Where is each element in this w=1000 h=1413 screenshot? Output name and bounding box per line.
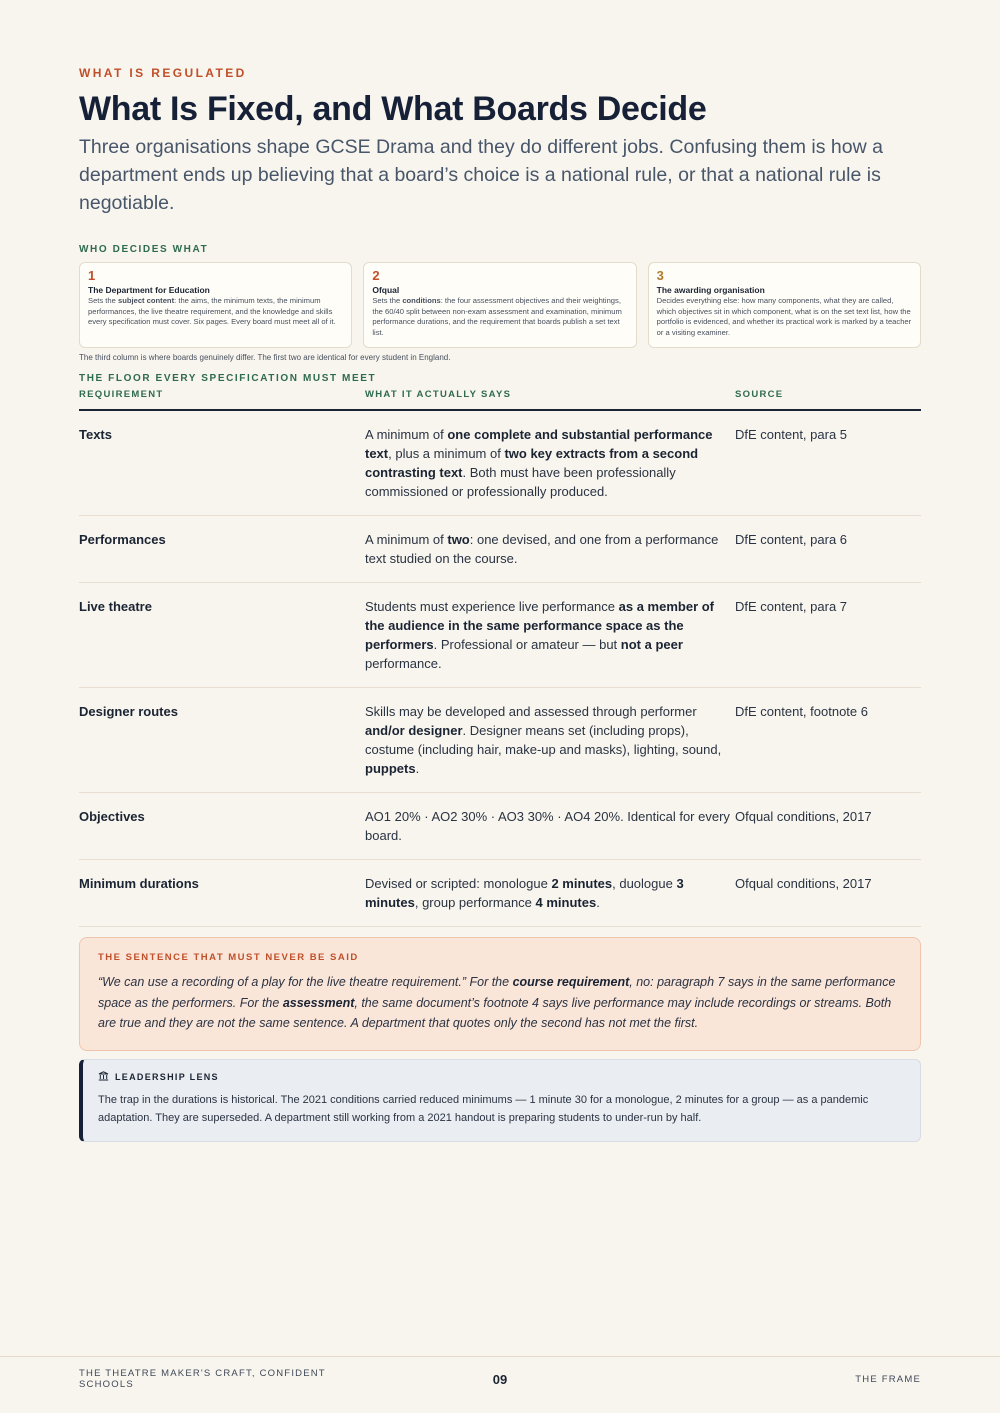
text-run: . — [415, 761, 420, 776]
page-title: What Is Fixed, and What Boards Decide — [79, 90, 707, 128]
emphasis-text: assessment — [282, 995, 355, 1010]
text-run: , group performance — [414, 895, 536, 910]
card-number: 2 — [372, 268, 380, 283]
text-run: . Professional or amateur — but — [433, 637, 621, 652]
cards-note: The third column is where boards genuinely differ. The first two are identical for every student in England. — [79, 353, 451, 362]
emphasis-text: one complete and substantial performance text — [365, 427, 713, 461]
text-run: Skills may be developed and assessed through performer — [365, 704, 697, 719]
page-footer — [0, 1356, 1000, 1390]
source-cell: DfE content, para 6 — [735, 532, 848, 547]
table-header — [79, 389, 921, 411]
card-body-strong: conditions — [402, 296, 441, 305]
card-heading: Ofqual — [372, 285, 400, 295]
requirement-cell: Texts — [79, 427, 112, 442]
says-cell — [365, 597, 735, 673]
card-body-pre: Sets the — [88, 296, 118, 305]
card-heading: The awarding organisation — [656, 285, 765, 295]
emphasis-text: not a peer — [620, 637, 683, 652]
footer-publication: THE THEATRE MAKER'S CRAFT, CONFIDENT SCHOOLS — [79, 1368, 326, 1390]
says-cell — [365, 425, 735, 501]
card-body — [372, 296, 627, 338]
card-body-strong: subject content — [117, 296, 175, 305]
source-cell: DfE content, footnote 6 — [735, 704, 868, 719]
section-eyebrow: WHAT IS REGULATED — [79, 66, 247, 80]
table-row — [79, 516, 921, 583]
emphasis-text: two key extracts from a second contrasting text — [365, 446, 699, 480]
footer-section: THE FRAME — [855, 1373, 921, 1385]
column-header-source: SOURCE — [735, 389, 784, 400]
card-body — [88, 296, 343, 328]
column-header-says: WHAT IT ACTUALLY SAYS — [365, 389, 512, 400]
emphasis-text: course requirement — [512, 975, 630, 989]
table-body — [79, 411, 921, 927]
card-heading: The Department for Education — [88, 285, 210, 295]
emphasis-text: as a member of the audience in the same performance space as the performers — [365, 599, 715, 652]
card-ofqual — [363, 262, 636, 348]
table-row — [79, 793, 921, 860]
emphasis-text: 3 minutes — [365, 876, 684, 910]
who-decides-cards — [79, 262, 921, 348]
source-cell: Ofqual conditions, 2017 — [735, 876, 872, 891]
column-header-requirement: REQUIREMENT — [79, 389, 164, 400]
says-cell — [365, 530, 735, 568]
text-run: . Designer means set (including props), costume (including hair, make-up and masks), lighting, sound, — [365, 723, 722, 757]
emphasis-text: and/or designer — [365, 723, 463, 738]
building-icon — [98, 1071, 109, 1083]
text-run: , the same document’s footnote 4 says live performance may include recordings or streams. Both are true and they are not the same sentence. A department that quotes only the second has not met the first. — [98, 995, 892, 1030]
emphasis-text: puppets — [365, 761, 416, 776]
card-body — [657, 296, 912, 338]
lens-label-row — [98, 1071, 904, 1083]
card-body-post: : the aims, the minimum texts, the minimum performances, the live theatre requirement, and the knowledge and skills every specification must cover. Six pages. Every board must meet all of it. — [88, 296, 336, 326]
requirement-cell: Performances — [79, 532, 166, 547]
requirements-table — [79, 389, 921, 927]
says-cell — [365, 702, 735, 778]
text-run: Devised or scripted: monologue — [365, 876, 552, 891]
requirement-cell: Designer routes — [79, 704, 178, 719]
requirement-cell: Live theatre — [79, 599, 152, 614]
lens-text: The trap in the durations is historical. The 2021 conditions carried reduced minimums — 1 minute 30 for a monologue, 2 minutes for a group — as a pandemic adaptation. They are superseded. A department still working from a 2021 handout is preparing students to under-run by half. — [98, 1093, 869, 1124]
text-run: Students must experience live performance — [365, 599, 619, 614]
text-run: A minimum of — [365, 532, 448, 547]
card-number: 3 — [656, 268, 664, 283]
page-content — [79, 66, 921, 1142]
card-awarding-organisation — [648, 262, 921, 348]
card-body-post: Decides everything else: how many components, what they are called, which objectives sit in which component, what is on the set text list, how the portfolio is evidenced, and whether its practical work is marked by a teacher or a visiting examiner. — [656, 296, 912, 337]
table-row — [79, 411, 921, 516]
card-body-post: : the four assessment objectives and their weightings, the 60/40 split between non-exam assessment and examination, minimum performance durations, and the requirement that boards publish a set text list. — [372, 296, 622, 337]
emphasis-text: 2 minutes — [551, 876, 613, 891]
emphasis-text: 4 minutes — [535, 895, 597, 910]
text-run: , plus a minimum of — [388, 446, 505, 461]
page-lede: Three organisations shape GCSE Drama and they do different jobs. Confusing them is how a department ends up believing that a board’s choice is a national rule, or that a national rule is negotiable. — [79, 136, 883, 214]
lens-label: LEADERSHIP LENS — [115, 1071, 219, 1082]
text-run: “We can use a recording of a play for the live theatre requirement.” For the — [98, 975, 513, 989]
source-cell: Ofqual conditions, 2017 — [735, 809, 872, 824]
card-number: 1 — [88, 268, 96, 283]
requirement-cell: Minimum durations — [79, 876, 199, 891]
source-cell: DfE content, para 5 — [735, 427, 848, 442]
text-run: performance. — [365, 656, 442, 671]
says-cell — [365, 807, 735, 845]
says-cell — [365, 874, 735, 912]
requirement-cell: Objectives — [79, 809, 145, 824]
floor-label: THE FLOOR EVERY SPECIFICATION MUST MEET — [79, 373, 377, 384]
table-row — [79, 583, 921, 688]
emphasis-text: two — [447, 532, 470, 547]
warning-callout — [79, 937, 921, 1051]
source-cell: DfE content, para 7 — [735, 599, 848, 614]
card-dfe — [79, 262, 352, 348]
page-number: 09 — [492, 1371, 508, 1387]
text-run: A minimum of — [365, 427, 448, 442]
text-run: , duologue — [612, 876, 677, 891]
table-row — [79, 860, 921, 927]
warning-text — [98, 972, 902, 1034]
who-decides-label: WHO DECIDES WHAT — [79, 244, 209, 255]
card-body-pre: Sets the — [372, 296, 403, 305]
warning-label: THE SENTENCE THAT MUST NEVER BE SAID — [98, 952, 359, 963]
text-run: AO1 20% · AO2 30% · AO3 30% · AO4 20%. Identical for every board. — [365, 809, 730, 843]
footer-row — [79, 1368, 921, 1390]
text-run: . — [596, 895, 600, 910]
text-run: , no: paragraph 7 says in the same performance space as the performers. For the — [98, 975, 896, 1010]
table-row — [79, 688, 921, 793]
leadership-lens — [79, 1059, 921, 1142]
text-run: : one devised, and one from a performance text studied on the course. — [365, 532, 719, 566]
text-run: . Both must have been professionally commissioned or professionally produced. — [365, 465, 676, 499]
